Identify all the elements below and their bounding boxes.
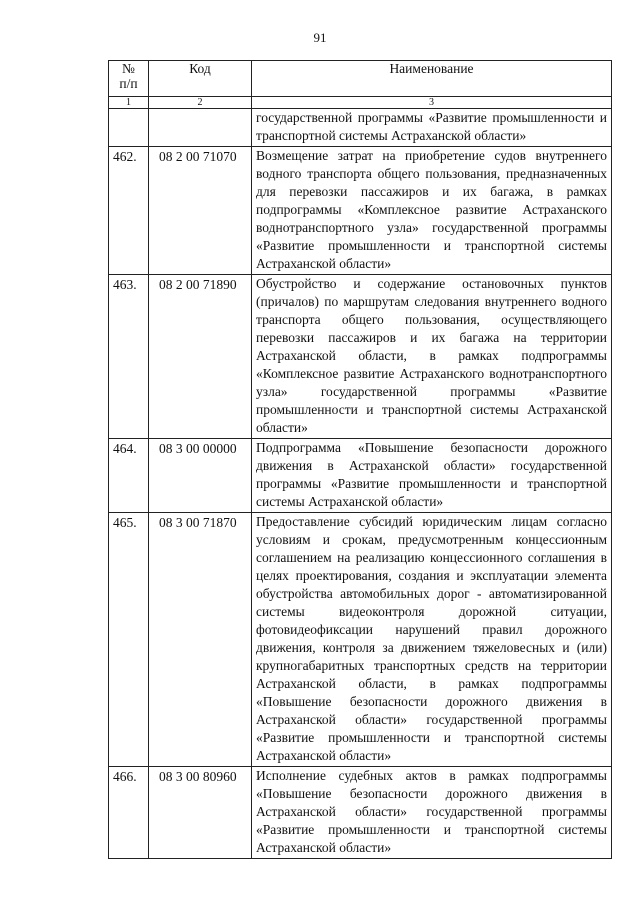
row-name: Возмещение затрат на приобретение судов внутреннего водного транспорта общего пользования, предназначенных для перевозки пассажиров и их багажа, в рамках подпрограммы «Комплексное развитие Астраханского воднотранспортного узла» государственной программы «Развитие промышленности и транспортной системы Астраханской области» [252,147,612,275]
column-number: 3 [252,97,612,109]
column-number-row [109,97,612,109]
page-number: 91 [313,30,327,45]
row-name: Обустройство и содержание остановочных пунктов (причалов) по маршрутам следования внутреннего водного транспорта общего пользования, осуществляющего перевозки пассажиров и их багажа на территории Астраханской области, в рамках подпрограммы «Комплексное развитие Астраханского воднотранспортного узла» государственной программы «Развитие промышленности и транспортной системы Астраханской области» [252,275,612,439]
column-number: 2 [149,97,252,109]
table-row [109,109,612,147]
row-code: 08 3 00 71870 [149,513,252,767]
row-name: Предоставление субсидий юридическим лицам согласно условиям и срокам, предусмотренным концессионным соглашением на реализацию концессионного соглашения в целях проектирования, создания и эксплуатации элемента обустройства автомобильных дорог - автоматизированной системы видеоконтроля дорожной ситуации, фотовидеофиксации нарушений правил дорожного движения, контроля за движением тяжеловесных и (или) крупногабаритных транспортных средств на территории Астраханской области, в рамках подпрограммы «Повышение безопасности дорожного движения в Астраханской области» государственной программы «Развитие промышленности и транспортной системы Астраханской области» [252,513,612,767]
table-header-row [109,61,612,97]
row-number: 466. [109,767,149,859]
row-number: 464. [109,439,149,513]
classification-table [108,60,612,859]
table-row [109,767,612,859]
row-number [109,109,149,147]
table-row [109,439,612,513]
row-name: Подпрограмма «Повышение безопасности дорожного движения в Астраханской области» государственной программы «Развитие промышленности и транспортной системы Астраханской области» [252,439,612,513]
row-number: 462. [109,147,149,275]
table-row [109,147,612,275]
header-code: Код [149,61,252,97]
header-num-label: № п/п [119,61,138,91]
row-number: 465. [109,513,149,767]
row-code: 08 2 00 71070 [149,147,252,275]
row-code: 08 3 00 80960 [149,767,252,859]
table-row [109,513,612,767]
column-number: 1 [109,97,149,109]
header-num [109,61,149,97]
row-code: 08 2 00 71890 [149,275,252,439]
row-number: 463. [109,275,149,439]
row-code [149,109,252,147]
row-code: 08 3 00 00000 [149,439,252,513]
row-name: Исполнение судебных актов в рамках подпрограммы «Повышение безопасности дорожного движения в Астраханской области» государственной программы «Развитие промышленности и транспортной системы Астраханской области» [252,767,612,859]
table-row [109,275,612,439]
header-name: Наименование [252,61,612,97]
row-name: государственной программы «Развитие промышленности и транспортной системы Астраханской области» [252,109,612,147]
